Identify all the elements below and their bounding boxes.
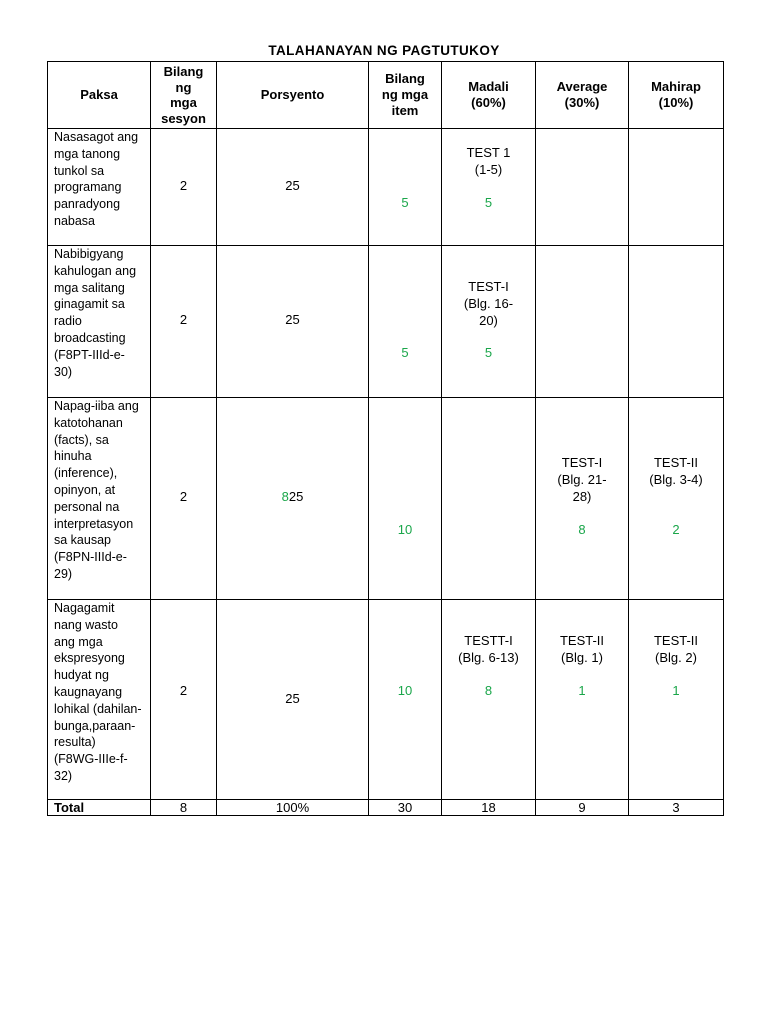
topic-line: programang <box>54 180 122 195</box>
header-row <box>48 62 724 129</box>
test-label: TEST-I <box>468 279 509 294</box>
topic-line: lohikal (dahilan- <box>54 701 142 716</box>
mahirap-cell <box>629 129 724 246</box>
mahirap-cell <box>629 246 724 398</box>
sessions-value: 2 <box>179 178 188 193</box>
total-mahirap: 3 <box>629 800 724 816</box>
topic-line: Napag-iiba ang <box>54 399 139 413</box>
test-range: (Blg. 3-4) <box>649 472 703 487</box>
total-madali: 18 <box>442 800 536 816</box>
topic-line: tunkol sa <box>54 163 105 178</box>
header-paksa: Paksa <box>48 62 151 129</box>
topic-line: Nasasagot ang <box>54 130 139 144</box>
header-bilang-item <box>369 62 442 129</box>
topic-line: (F8PT-IIId-e- <box>54 347 125 362</box>
header-line: sesyon <box>161 110 206 126</box>
topic-line: ginagamit sa <box>54 297 125 312</box>
sessions-cell <box>151 398 217 600</box>
topic-line: mga tanong <box>54 146 121 161</box>
total-label: Total <box>48 800 151 816</box>
topic-cell <box>48 600 151 800</box>
mahirap-count: 1 <box>672 683 680 698</box>
test-range: (Blg. 1) <box>561 650 603 665</box>
topic-line: Nagagamit <box>54 601 115 615</box>
sessions-cell <box>151 129 217 246</box>
percent-cell <box>217 398 369 600</box>
header-line: Bilang <box>163 64 204 79</box>
topic-line: nang wasto <box>54 617 118 632</box>
header-line: Bilang <box>385 71 425 86</box>
test-label: TEST-I <box>561 455 603 470</box>
topic-cell <box>48 129 151 246</box>
percent-value: 25 <box>285 312 300 327</box>
average-cell <box>536 398 629 600</box>
header-line: (30%) <box>564 95 600 110</box>
header-line: Madali <box>468 79 509 94</box>
header-line: mga <box>170 95 197 110</box>
header-mahirap <box>629 62 724 129</box>
total-sessions: 8 <box>151 800 217 816</box>
test-range: (Blg. 2) <box>655 650 697 665</box>
topic-line: mga salitang <box>54 280 125 295</box>
topic-cell <box>48 398 151 600</box>
topic-line: sa kausap <box>54 533 111 548</box>
header-line: Average <box>556 79 608 94</box>
table-row <box>48 129 724 246</box>
test-label: TEST-II <box>653 455 699 470</box>
sessions-cell <box>151 600 217 800</box>
test-label: TESTT-I <box>464 633 513 648</box>
sessions-cell <box>151 246 217 398</box>
average-cell <box>536 600 629 800</box>
total-average: 9 <box>536 800 629 816</box>
percent-cell <box>217 129 369 246</box>
madali-count: 5 <box>484 345 493 360</box>
topic-line: (F8PN-IIId-e- <box>54 550 127 565</box>
madali-cell <box>442 129 536 246</box>
header-line: (10%) <box>658 95 694 110</box>
items-cell <box>369 129 442 246</box>
test-label: TEST-II <box>653 633 699 648</box>
specification-table <box>47 61 724 816</box>
topic-line: 29) <box>54 566 73 581</box>
header-madali <box>442 62 536 129</box>
topic-line: (inference), <box>54 466 118 481</box>
percent-edit-mark: 8 <box>281 489 289 504</box>
topic-line: personal na <box>54 499 120 514</box>
mahirap-cell <box>629 398 724 600</box>
madali-count: 8 <box>484 683 493 698</box>
header-line: ng mga <box>381 87 429 102</box>
mahirap-count: 2 <box>672 522 680 537</box>
sessions-value: 2 <box>179 683 188 698</box>
items-cell <box>369 600 442 800</box>
header-bilang-sesyon <box>151 62 217 129</box>
header-average <box>536 62 629 129</box>
average-cell <box>536 246 629 398</box>
test-range: (1-5) <box>474 162 503 177</box>
header-line: ng <box>175 79 192 95</box>
percent-value-group <box>217 489 368 505</box>
test-range: 20) <box>479 313 498 328</box>
percent-value: 25 <box>285 178 300 193</box>
topic-line: bunga,paraan- <box>54 718 136 733</box>
test-range: (Blg. 21- <box>557 472 607 487</box>
topic-line: kaugnayang <box>54 684 123 699</box>
test-range: 28) <box>572 489 592 504</box>
topic-line: ekspresyong <box>54 651 125 666</box>
total-items: 30 <box>369 800 442 816</box>
topic-line: hinuha <box>54 449 92 464</box>
topic-line: interpretasyon <box>54 516 134 531</box>
percent-value: 25 <box>288 489 304 504</box>
topic-line: nabasa <box>54 213 96 228</box>
total-row <box>48 800 724 816</box>
items-cell <box>369 398 442 600</box>
table-row <box>48 600 724 800</box>
header-porsyento: Porsyento <box>217 62 369 129</box>
topic-line: 30) <box>54 364 73 379</box>
topic-line: (F8WG-IIIe-f- <box>54 752 128 767</box>
table-row <box>48 398 724 600</box>
topic-line: opinyon, at <box>54 482 116 497</box>
madali-cell <box>442 246 536 398</box>
header-line: Mahirap <box>651 79 701 94</box>
topic-cell <box>48 246 151 398</box>
test-label: TEST 1 <box>466 145 511 160</box>
topic-line: resulta) <box>54 735 96 750</box>
topic-line: broadcasting <box>54 330 126 345</box>
table-row <box>48 246 724 398</box>
test-range: (Blg. 6-13) <box>458 650 519 665</box>
average-count: 8 <box>578 522 586 537</box>
mahirap-cell <box>629 600 724 800</box>
average-cell <box>536 129 629 246</box>
topic-line: 32) <box>54 768 73 783</box>
topic-line: (facts), sa <box>54 432 109 447</box>
header-line: (60%) <box>471 95 506 110</box>
topic-line: kahulogan ang <box>54 263 137 278</box>
items-cell <box>369 246 442 398</box>
topic-line: radio <box>54 314 82 329</box>
total-percent: 100% <box>217 800 369 816</box>
sessions-value: 2 <box>179 489 188 504</box>
items-value: 5 <box>401 195 409 210</box>
topic-line: katotohanan <box>54 415 123 430</box>
percent-value: 25 <box>285 691 300 706</box>
madali-cell <box>442 398 536 600</box>
topic-line: ang mga <box>54 634 103 649</box>
items-value: 5 <box>401 345 409 360</box>
test-range: (Blg. 16- <box>463 296 514 311</box>
percent-cell <box>217 600 369 800</box>
sessions-value: 2 <box>179 312 188 327</box>
topic-line: hudyat ng <box>54 668 109 683</box>
topic-line: Nabibigyang <box>54 247 124 261</box>
topic-line: panradyong <box>54 197 121 212</box>
average-count: 1 <box>578 683 586 698</box>
test-label: TEST-II <box>559 633 605 648</box>
items-value: 10 <box>397 522 413 537</box>
header-line: item <box>391 103 419 118</box>
madali-cell <box>442 600 536 800</box>
percent-cell <box>217 246 369 398</box>
items-value: 10 <box>397 683 413 698</box>
madali-count: 5 <box>484 195 493 210</box>
document-title: TALAHANAYAN NG PAGTUTUKOY <box>268 43 500 58</box>
